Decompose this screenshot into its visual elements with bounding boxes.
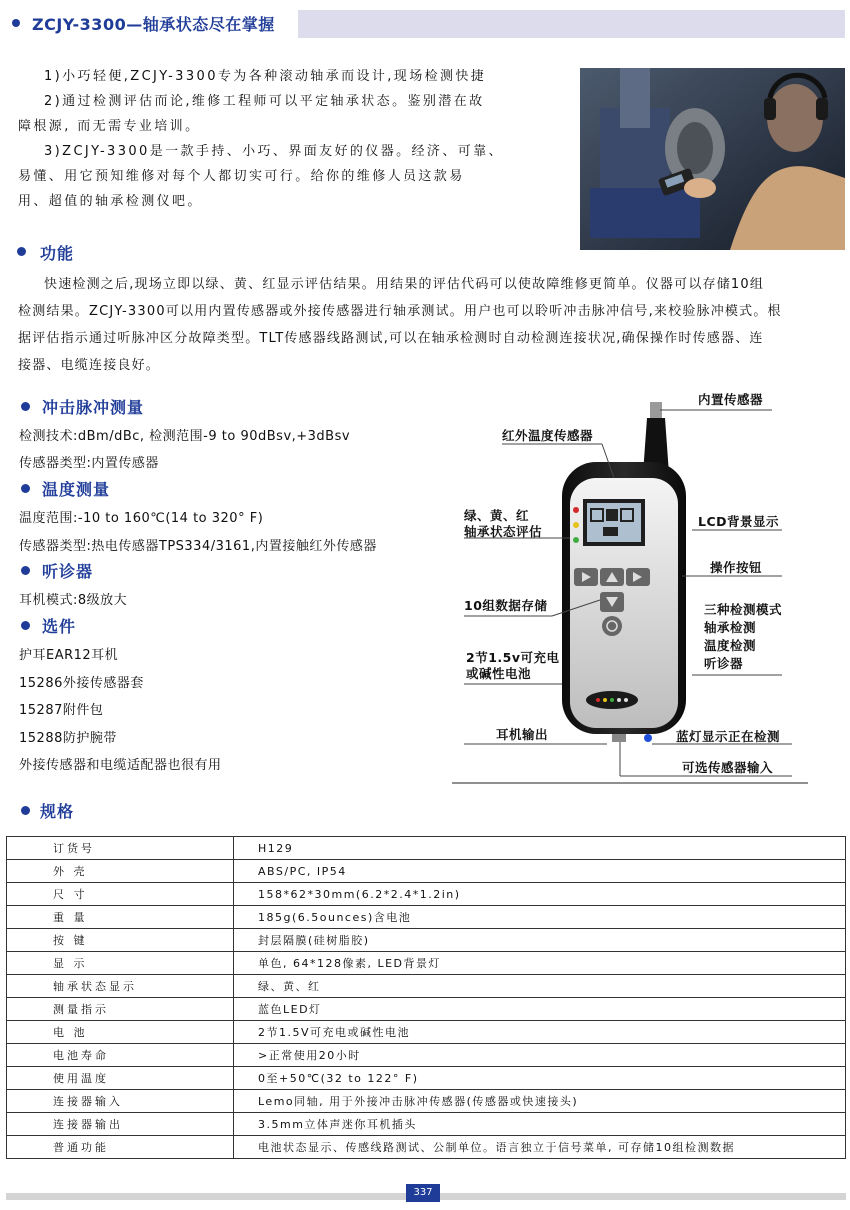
spec-row bbox=[7, 1113, 846, 1136]
bullet-icon bbox=[21, 621, 30, 630]
label-earphone: 耳机输出 bbox=[496, 727, 549, 742]
spec-row bbox=[7, 998, 846, 1021]
spec-row bbox=[7, 1067, 846, 1090]
spec-key: 轴承状态显示 bbox=[7, 975, 234, 998]
spec-value: Lemo同轴, 用于外接冲击脉冲传感器(传感器或快速接头) bbox=[234, 1090, 846, 1113]
label-modes-3: 温度检测 bbox=[704, 638, 757, 653]
intro-line: 3)ZCJY-3300是一款手持、小巧、界面友好的仪器。经济、可靠、 bbox=[44, 144, 504, 159]
label-modes-2: 轴承检测 bbox=[704, 620, 757, 635]
bullet-icon bbox=[17, 247, 26, 256]
spec-row bbox=[7, 929, 846, 952]
spec-row bbox=[7, 1090, 846, 1113]
impulse-line: 传感器类型:内置传感器 bbox=[19, 456, 159, 471]
bullet-icon bbox=[21, 402, 30, 411]
label-status-2: 轴承状态评估 bbox=[464, 524, 543, 539]
label-modes-1: 三种检测模式 bbox=[704, 602, 783, 617]
device-diagram bbox=[452, 388, 808, 786]
label-internal-sensor: 内置传感器 bbox=[698, 392, 764, 407]
spec-value: H129 bbox=[234, 837, 846, 860]
label-status-1: 绿、黄、红 bbox=[464, 508, 530, 523]
label-buttons: 操作按钮 bbox=[710, 560, 763, 575]
spec-row bbox=[7, 1044, 846, 1067]
spec-value: 蓝色LED灯 bbox=[234, 998, 846, 1021]
intro-line: 用、超值的轴承检测仪吧。 bbox=[18, 194, 203, 209]
stethoscope-line: 耳机模式:8级放大 bbox=[19, 593, 128, 608]
function-line: 接器、电缆连接良好。 bbox=[18, 358, 161, 373]
spec-row bbox=[7, 883, 846, 906]
option-item: 15287附件包 bbox=[19, 703, 104, 718]
label-battery-2: 或碱性电池 bbox=[466, 666, 532, 681]
intro-line: 障根源, 而无需专业培训。 bbox=[18, 119, 201, 134]
function-text bbox=[18, 271, 848, 379]
spec-row bbox=[7, 906, 846, 929]
spec-row bbox=[7, 837, 846, 860]
spec-value: 单色, 64*128像素, LED背景灯 bbox=[234, 952, 846, 975]
field-photo bbox=[580, 68, 845, 250]
temperature-line: 温度范围:-10 to 160℃(14 to 320° F) bbox=[19, 511, 264, 526]
spec-value: 绿、黄、红 bbox=[234, 975, 846, 998]
label-lcd: LCD背景显示 bbox=[698, 514, 780, 529]
spec-row bbox=[7, 1136, 846, 1159]
section-title-impulse: 冲击脉冲测量 bbox=[42, 398, 145, 417]
spec-row bbox=[7, 860, 846, 883]
label-storage: 10组数据存储 bbox=[464, 598, 548, 613]
section-title-options: 选件 bbox=[42, 617, 77, 636]
spec-key: 普通功能 bbox=[7, 1136, 234, 1159]
option-item: 15286外接传感器套 bbox=[19, 676, 144, 691]
page-number: 337 bbox=[406, 1184, 440, 1202]
intro-text bbox=[18, 64, 566, 214]
label-ir-sensor: 红外温度传感器 bbox=[502, 428, 594, 443]
spec-value: >正常使用20小时 bbox=[234, 1044, 846, 1067]
impulse-line: 检测技术:dBm/dBc, 检测范围-9 to 90dBsv,+3dBsv bbox=[19, 429, 351, 444]
spec-value: ABS/PC, IP54 bbox=[234, 860, 846, 883]
spec-key: 尺 寸 bbox=[7, 883, 234, 906]
spec-value: 3.5mm立体声迷你耳机插头 bbox=[234, 1113, 846, 1136]
label-ext-sensor: 可选传感器输入 bbox=[682, 760, 774, 775]
spec-key: 连接器输入 bbox=[7, 1090, 234, 1113]
bullet-icon bbox=[12, 19, 20, 27]
label-blue-led: 蓝灯显示正在检测 bbox=[676, 729, 781, 744]
section-title-spec: 规格 bbox=[40, 802, 75, 821]
spec-key: 连接器输出 bbox=[7, 1113, 234, 1136]
spec-table bbox=[6, 836, 846, 1159]
page-title: ZCJY-3300—轴承状态尽在掌握 bbox=[32, 15, 275, 34]
spec-value: 185g(6.5ounces)含电池 bbox=[234, 906, 846, 929]
spec-key: 电 池 bbox=[7, 1021, 234, 1044]
temperature-line: 传感器类型:热电传感器TPS334/3161,内置接触红外传感器 bbox=[19, 539, 377, 554]
option-item: 15288防护腕带 bbox=[19, 731, 117, 746]
header-bar bbox=[298, 10, 845, 38]
spec-key: 显 示 bbox=[7, 952, 234, 975]
spec-value: 电池状态显示、传感线路测试、公制单位。语言独立于信号菜单, 可存储10组检测数据 bbox=[234, 1136, 846, 1159]
spec-key: 测量指示 bbox=[7, 998, 234, 1021]
spec-value: 封层隔膜(硅树脂胶) bbox=[234, 929, 846, 952]
section-title-stethoscope: 听诊器 bbox=[42, 562, 94, 581]
spec-key: 电池寿命 bbox=[7, 1044, 234, 1067]
option-item: 外接传感器和电缆适配器也很有用 bbox=[19, 758, 222, 773]
spec-value: 158*62*30mm(6.2*2.4*1.2in) bbox=[234, 883, 846, 906]
spec-value: 0至+50℃(32 to 122° F) bbox=[234, 1067, 846, 1090]
function-line: 检测结果。ZCJY-3300可以用内置传感器或外接传感器进行轴承测试。用户也可以聆听冲击脉冲信号,来校验脉冲模式。根 bbox=[18, 304, 782, 319]
label-modes-4: 听诊器 bbox=[704, 656, 744, 671]
spec-key: 按 键 bbox=[7, 929, 234, 952]
bullet-icon bbox=[21, 806, 30, 815]
spec-row bbox=[7, 952, 846, 975]
spec-key: 订货号 bbox=[7, 837, 234, 860]
intro-line: 2)通过检测评估而论,维修工程师可以平定轴承状态。鉴别潜在故 bbox=[44, 94, 485, 109]
bullet-icon bbox=[21, 566, 30, 575]
spec-key: 外 壳 bbox=[7, 860, 234, 883]
spec-value: 2节1.5V可充电或碱性电池 bbox=[234, 1021, 846, 1044]
spec-row bbox=[7, 1021, 846, 1044]
section-title-temperature: 温度测量 bbox=[42, 480, 111, 499]
spec-key: 使用温度 bbox=[7, 1067, 234, 1090]
spec-key: 重 量 bbox=[7, 906, 234, 929]
bullet-icon bbox=[21, 484, 30, 493]
function-line: 快速检测之后,现场立即以绿、黄、红显示评估结果。用结果的评估代码可以使故障维修更简单。仪器可以存储10组 bbox=[44, 277, 765, 292]
intro-line: 易懂、用它预知维修对每个人都切实可行。给你的维修人员这款易 bbox=[18, 169, 465, 184]
intro-line: 1)小巧轻便,ZCJY-3300专为各种滚动轴承而设计,现场检测快捷 bbox=[44, 69, 487, 84]
spec-row bbox=[7, 975, 846, 998]
option-item: 护耳EAR12耳机 bbox=[19, 648, 119, 663]
section-title-function: 功能 bbox=[40, 244, 75, 263]
label-battery-1: 2节1.5v可充电 bbox=[466, 650, 560, 665]
function-line: 据评估指示通过听脉冲区分故障类型。TLT传感器线路测试,可以在轴承检测时自动检测连接状况,确保操作时传感器、连 bbox=[18, 331, 764, 346]
